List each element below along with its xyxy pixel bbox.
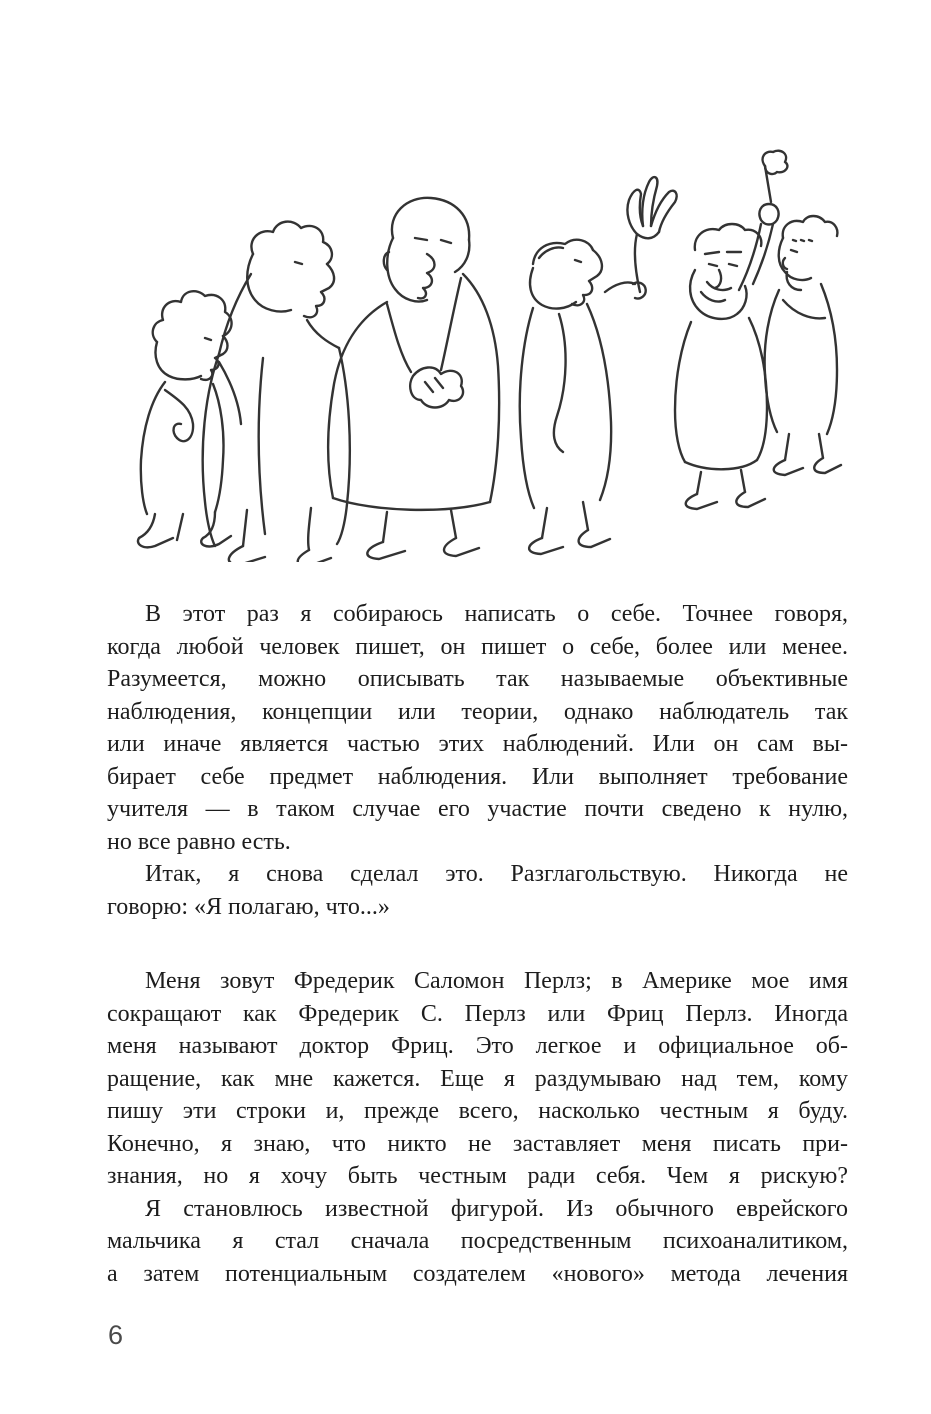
text-line: учителя — в таком случае его участие почти сведено к нулю, [107, 796, 848, 822]
crowd-sketch-illustration [135, 142, 845, 562]
paragraph [107, 598, 848, 858]
text-line: сокращают как Фредерик С. Перлз или Фриц Перлз. Иногда [107, 1000, 848, 1027]
text-line: Итак, я снова сделал это. Разглагольствую. Никогда не [145, 861, 848, 887]
text-line: говорю: «Я полагаю, что...» [107, 893, 390, 920]
paragraph [107, 965, 848, 1193]
page-number: 6 [108, 1320, 124, 1350]
text-line: Разумеется, можно описывать так называемые объективные [107, 666, 848, 692]
sketch-figure-4 [520, 240, 646, 554]
sketch-figure-3 [328, 198, 499, 559]
text-line: Конечно, я знаю, что никто не заставляет меня писать при- [107, 1130, 848, 1157]
text-line: а затем потенциальным создателем «нового» метода лечения [107, 1260, 848, 1287]
text-line: но все равно есть. [107, 828, 291, 855]
text-line: знания, но я хочу быть честным ради себя. Чем я рискую? [107, 1163, 848, 1189]
text-line: когда любой человек пишет, он пишет о себе, более или менее. [107, 633, 848, 660]
text-line: Меня зовут Фредерик Саломон Перлз; в Америке мое имя [145, 968, 848, 994]
text-line: ращение, как мне кажется. Еще я раздумываю над тем, кому [107, 1065, 848, 1092]
text-line: или иначе является частью этих наблюдений. Или он сам вы- [107, 731, 848, 757]
text-line: Я становлюсь известной фигурой. Из обычного еврейского [145, 1195, 848, 1222]
sketch-figure-6 [675, 151, 787, 509]
text-line: пишу эти строки и, прежде всего, насколько честным я буду. [107, 1098, 848, 1124]
sketch-raised-hand [627, 177, 676, 292]
paragraph [107, 858, 848, 923]
text-line: меня называют доктор Фриц. Это легкое и официальное об- [107, 1033, 848, 1059]
paragraph [107, 1193, 848, 1291]
text-line: В этот раз я собираюсь написать о себе. Точнее говоря, [145, 601, 848, 627]
text-block [107, 598, 848, 1290]
text-line: наблюдения, концепции или теории, однако наблюдатель так [107, 698, 848, 725]
text-line: бирает себе предмет наблюдения. Или выполняет требование [107, 763, 848, 790]
sketch-figure-2 [203, 222, 350, 562]
sketch-figure-1 [138, 291, 232, 547]
text-line: мальчика я стал сначала посредственным психоаналитиком, [107, 1228, 848, 1254]
sketch-figure-7 [765, 216, 841, 475]
